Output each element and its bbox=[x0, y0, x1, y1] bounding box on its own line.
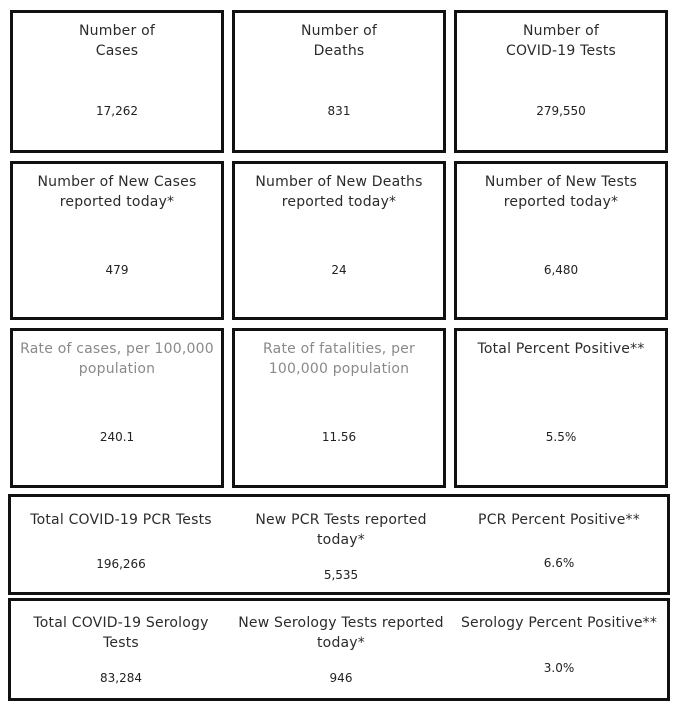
serology-total-label: Total COVID-19 Serology Tests bbox=[33, 615, 209, 651]
case-rate-value: 240.1 bbox=[99, 430, 135, 444]
percent-positive-card bbox=[454, 328, 668, 488]
cases-label: Number of Cases bbox=[79, 23, 155, 59]
serology-positive-value: 3.0% bbox=[543, 661, 575, 675]
pcr-total-value: 196,266 bbox=[96, 557, 146, 571]
new-deaths-card bbox=[232, 161, 446, 320]
cases-value: 17,262 bbox=[96, 104, 138, 118]
fatality-rate-value: 11.56 bbox=[321, 430, 357, 444]
pcr-positive-value: 6.6% bbox=[543, 556, 575, 570]
cases-card bbox=[10, 10, 224, 153]
serology-card bbox=[8, 598, 670, 701]
tests-label: Number of COVID-19 Tests bbox=[505, 23, 616, 59]
deaths-label: Number of Deaths bbox=[301, 23, 377, 59]
new-deaths-label: Number of New Deaths reported today* bbox=[255, 174, 423, 210]
fatality-rate-card bbox=[232, 328, 446, 488]
pcr-new-cell bbox=[231, 497, 451, 592]
pcr-positive-label: PCR Percent Positive** bbox=[478, 512, 640, 528]
serology-positive-label: Serology Percent Positive** bbox=[460, 615, 658, 631]
pcr-new-value: 5,535 bbox=[323, 568, 359, 582]
serology-new-cell bbox=[231, 601, 451, 698]
new-deaths-value: 24 bbox=[331, 263, 347, 277]
fatality-rate-label: Rate of fatalities, per 100,000 population bbox=[263, 341, 415, 377]
pcr-new-label: New PCR Tests reported today* bbox=[255, 512, 427, 548]
deaths-card bbox=[232, 10, 446, 153]
new-cases-card bbox=[10, 161, 224, 320]
tests-card bbox=[454, 10, 668, 153]
new-tests-value: 6,480 bbox=[543, 263, 579, 277]
percent-positive-value: 5.5% bbox=[545, 430, 577, 444]
pcr-total-label: Total COVID-19 PCR Tests bbox=[30, 512, 212, 528]
new-cases-value: 479 bbox=[105, 263, 129, 277]
deaths-value: 831 bbox=[327, 104, 351, 118]
new-cases-label: Number of New Cases reported today* bbox=[37, 174, 197, 210]
case-rate-card bbox=[10, 328, 224, 488]
serology-new-label: New Serology Tests reported today* bbox=[238, 615, 444, 651]
percent-positive-label: Total Percent Positive** bbox=[477, 341, 645, 357]
pcr-positive-cell bbox=[451, 497, 667, 592]
serology-positive-cell bbox=[451, 601, 667, 698]
pcr-total-cell bbox=[11, 497, 231, 592]
tests-value: 279,550 bbox=[536, 104, 586, 118]
new-tests-card bbox=[454, 161, 668, 320]
serology-new-value: 946 bbox=[329, 671, 353, 685]
case-rate-label: Rate of cases, per 100,000 population bbox=[20, 341, 214, 377]
serology-total-cell bbox=[11, 601, 231, 698]
serology-total-value: 83,284 bbox=[100, 671, 142, 685]
new-tests-label: Number of New Tests reported today* bbox=[484, 174, 638, 210]
pcr-card bbox=[8, 494, 670, 595]
